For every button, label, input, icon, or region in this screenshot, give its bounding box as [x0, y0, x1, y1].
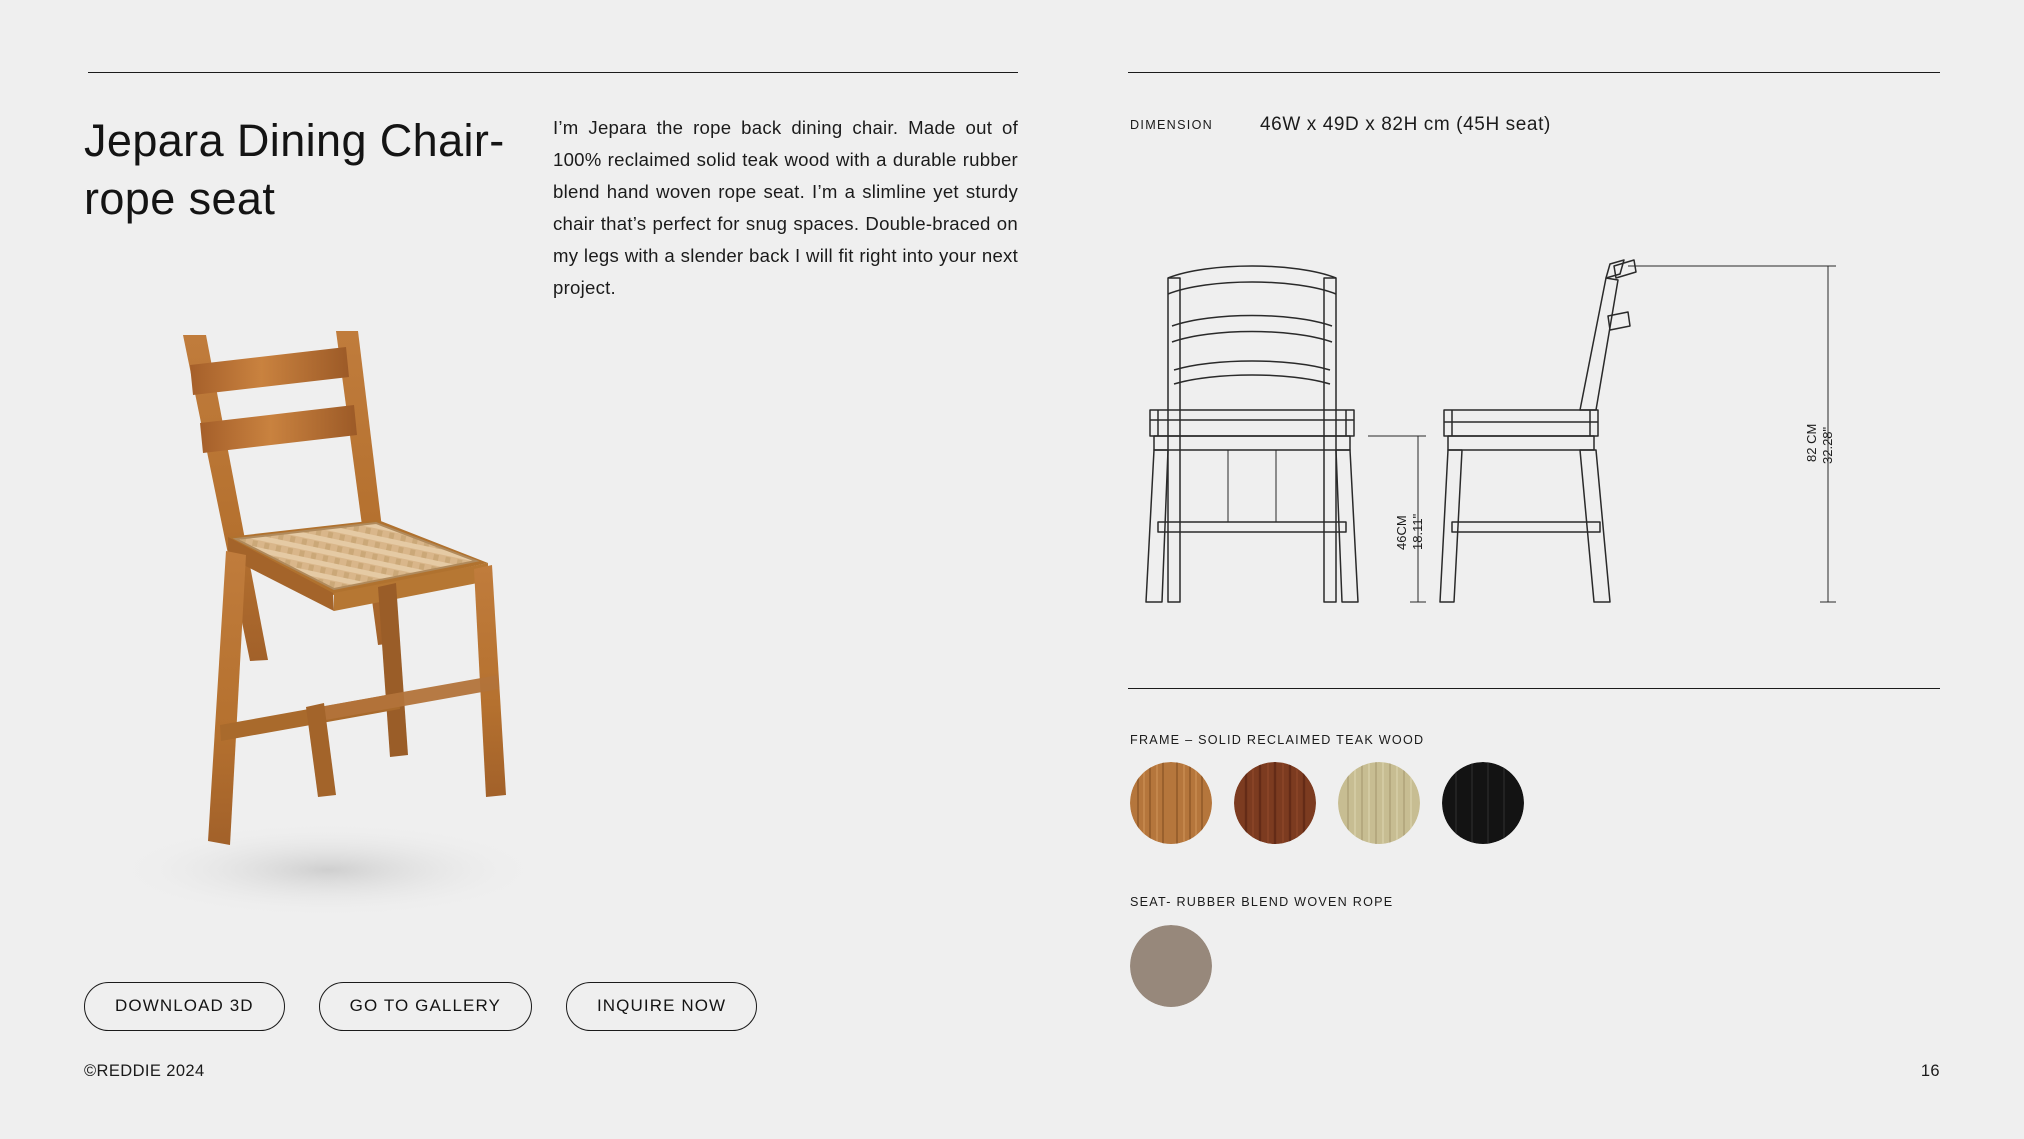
swatch-bleached-teak[interactable]: [1338, 762, 1420, 844]
seat-height-in-label: 18.11": [1410, 513, 1425, 550]
total-height-cm-label: 82 CM: [1804, 423, 1819, 462]
dimension-value: 46W x 49D x 82H cm (45H seat): [1260, 114, 1551, 135]
inquire-now-button[interactable]: INQUIRE NOW: [566, 982, 757, 1031]
download-3d-button[interactable]: DOWNLOAD 3D: [84, 982, 285, 1031]
seat-material-heading: SEAT- RUBBER BLEND WOVEN ROPE: [1130, 895, 1394, 909]
seat-swatches: [1130, 925, 1212, 1007]
go-to-gallery-button[interactable]: GO TO GALLERY: [319, 982, 532, 1031]
left-divider: [88, 72, 1018, 73]
right-divider-mid: [1128, 688, 1940, 689]
page-title: Jepara Dining Chair-rope seat: [84, 115, 505, 224]
technical-drawings: [1128, 250, 1940, 660]
right-divider-top: [1128, 72, 1940, 73]
frame-swatches: [1130, 762, 1524, 844]
copyright: ©REDDIE 2024: [84, 1062, 205, 1080]
product-description: I’m Jepara the rope back dining chair. Made out of 100% reclaimed solid teak wood with a durable rubber blend hand woven rope seat. I’m a slimline yet sturdy chair that’s perfect for snug spaces. Double-braced on my legs with a slender back I will fit right into your next project.: [553, 117, 1018, 298]
total-height-in-label: 32.28": [1820, 426, 1835, 464]
swatch-dark-walnut-teak[interactable]: [1234, 762, 1316, 844]
frame-material-heading: FRAME – SOLID RECLAIMED TEAK WOOD: [1130, 733, 1425, 747]
product-photo: [78, 325, 608, 925]
swatch-black-teak[interactable]: [1442, 762, 1524, 844]
seat-height-cm-label: 46CM: [1394, 515, 1409, 550]
action-buttons: [84, 982, 757, 1031]
page-number: 16: [1920, 1062, 1940, 1080]
swatch-taupe-rope[interactable]: [1130, 925, 1212, 1007]
swatch-natural-teak[interactable]: [1130, 762, 1212, 844]
dimension-label: DIMENSION: [1130, 118, 1214, 132]
